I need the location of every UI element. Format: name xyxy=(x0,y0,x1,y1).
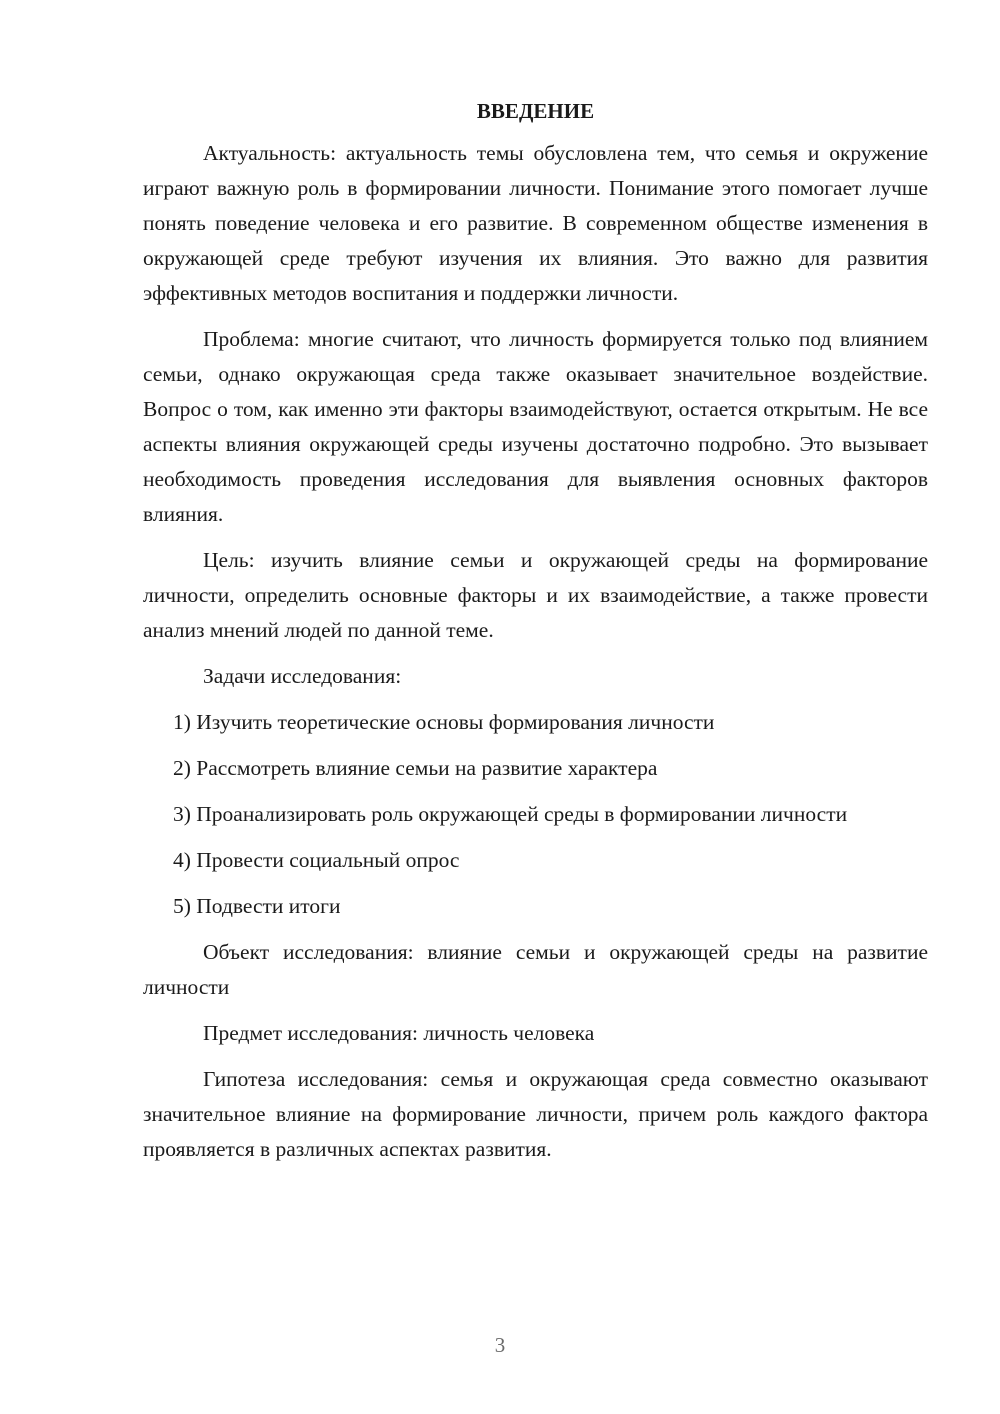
task-item-1: 1) Изучить теоретические основы формирования личности xyxy=(173,710,715,734)
object-paragraph: Объект исследования: влияние семьи и окружающей среды на развитие личности xyxy=(143,940,928,999)
page-number: 3 xyxy=(494,1333,506,1357)
document-page xyxy=(143,96,928,1178)
problem-paragraph: Проблема: многие считают, что личность формируется только под влиянием семьи, однако окружающая среда также оказывает значительное воздействие. Вопрос о том, как именно эти факторы взаимодействуют, остается открытым. Не все аспекты влияния окружающей среды изучены достаточно подробно. Это вызывает необходимость проведения исследования для выявления основных факторов влияния. xyxy=(143,327,928,526)
task-item-4: 4) Провести социальный опрос xyxy=(173,848,460,872)
task-item-2: 2) Рассмотреть влияние семьи на развитие характера xyxy=(173,756,658,780)
tasks-heading: Задачи исследования: xyxy=(203,664,402,688)
relevance-paragraph: Актуальность: актуальность темы обусловлена тем, что семья и окружение играют важную роль в формировании личности. Понимание этого помогает лучше понять поведение человека и его развитие. В современном обществе изменения в окружающей среде требуют изучения их влияния. Это важно для развития эффективных методов воспитания и поддержки личности. xyxy=(143,141,928,305)
subject-paragraph: Предмет исследования: личность человека xyxy=(203,1021,595,1045)
page-title: ВВЕДЕНИЕ xyxy=(476,99,595,123)
goal-paragraph: Цель: изучить влияние семьи и окружающей среды на формирование личности, определить основные факторы и их взаимодействие, а также провести анализ мнений людей по данной теме. xyxy=(143,548,928,642)
task-item-5: 5) Подвести итоги xyxy=(173,894,341,918)
task-item-3: 3) Проанализировать роль окружающей среды в формировании личности xyxy=(173,802,848,826)
hypothesis-paragraph: Гипотеза исследования: семья и окружающая среда совместно оказывают значительное влияние на формирование личности, причем роль каждого фактора проявляется в различных аспектах развития. xyxy=(143,1067,928,1161)
